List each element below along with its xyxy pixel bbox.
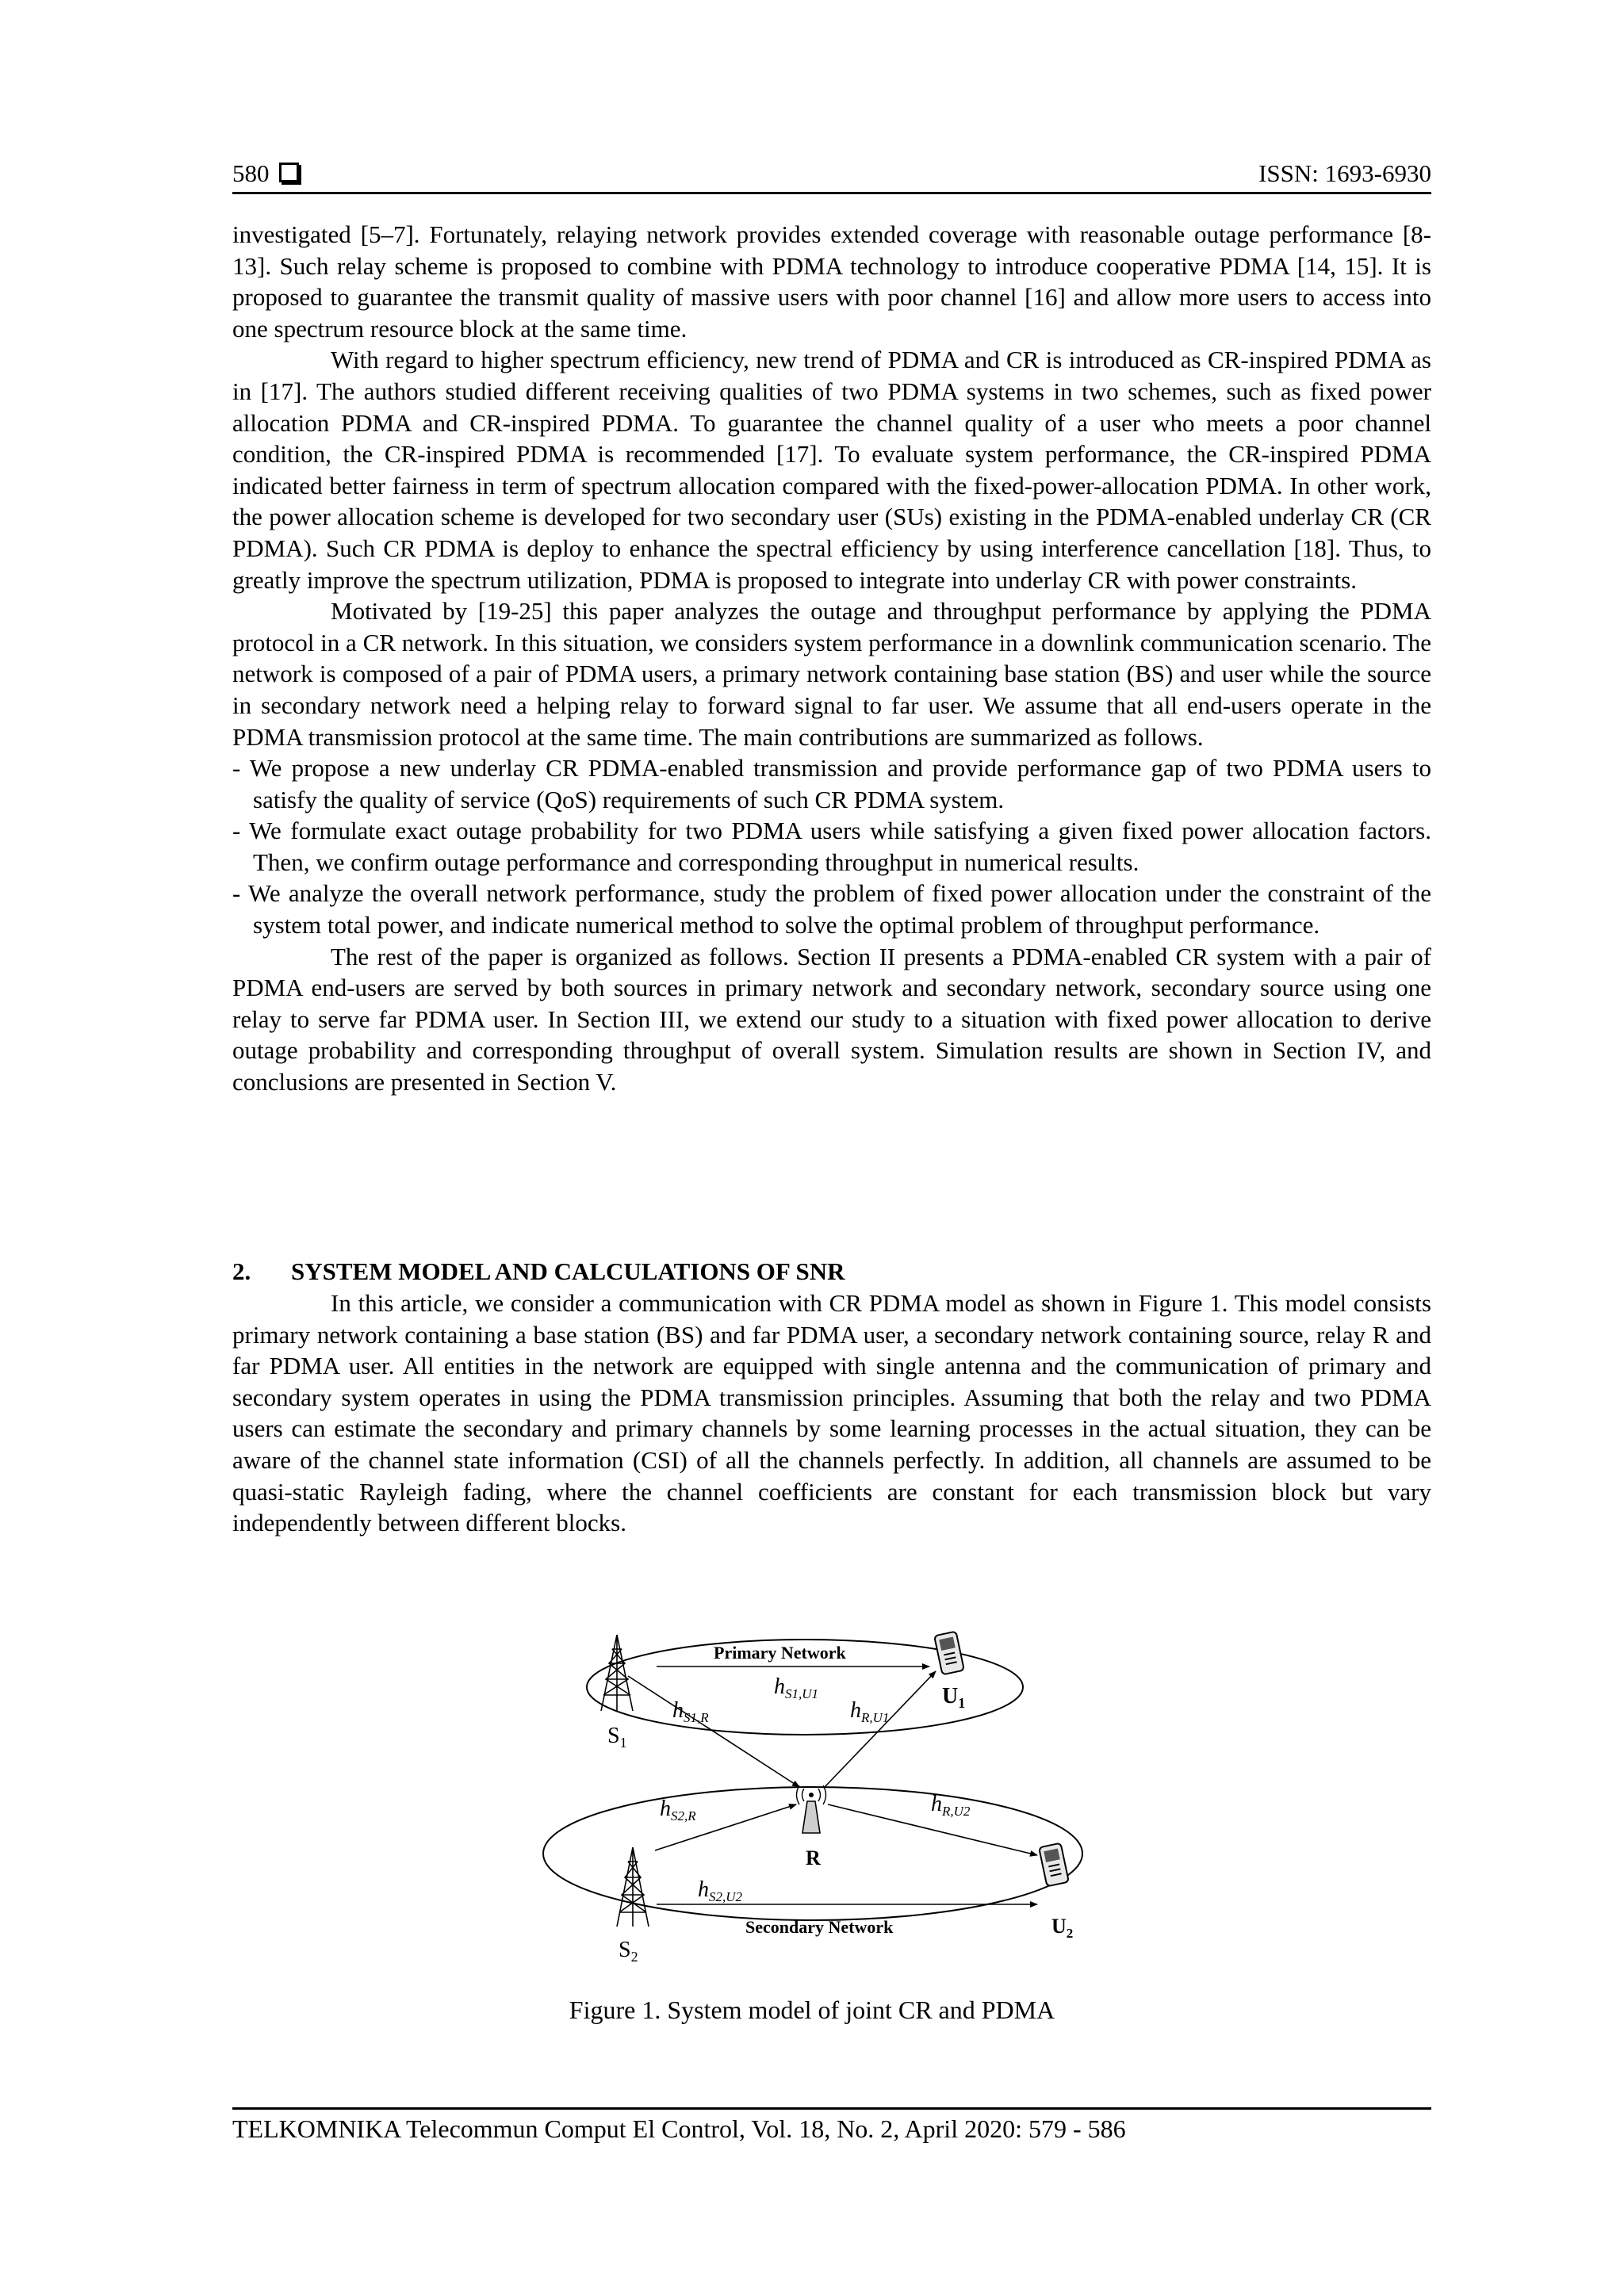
channel-label-r-u1: $h_{R,U1}$ (850, 1698, 890, 1725)
paragraph: In this article, we consider a communication with CR PDMA model as shown in Figure 1. This model consists primary network containing a base station (BS) and far PDMA user, a secondary network containing source, relay R and far PDMA user. All entities in the network are equipped with single antenna and the communication of primary and secondary system operates in using the PDMA transmission principles. Assuming that both the relay and two PDMA users can estimate the secondary and primary channels by some learning processes in the actual situation, they can be aware of the channel state information (CSI) of all the channels perfectly. In addition, all channels are assumed to be quasi-static Rayleigh fading, where the channel coefficients are constant for each transmission block but vary independently between different blocks. (232, 1289, 1431, 1537)
paragraph: With regard to higher spectrum efficiency, new trend of PDMA and CR is introduced as CR-inspired PDMA as in [17]. The authors studied different receiving qualities of two PDMA systems in two schemes, such as fixed power allocation PDMA and CR-inspired PDMA. To guarantee the channel quality of a user who meets a poor channel condition, the CR-inspired PDMA is recommended [17]. To evaluate system performance, the CR-inspired PDMA indicated better fairness in term of spectrum allocation compared with the fixed-power-allocation PDMA. In other work, the power allocation scheme is developed for two secondary user (SUs) existing in the PDMA-enabled underlay CR (CR PDMA). Such CR PDMA is deploy to enhance the spectral efficiency by using interference cancellation [18]. Thus, to greatly improve the spectrum utilization, PDMA is proposed to integrate into underlay CR with power constraints. (232, 346, 1431, 594)
secondary-network-label: Secondary Network (745, 1917, 894, 1937)
tower-icon (601, 1635, 633, 1711)
relay-icon (797, 1785, 826, 1833)
journal-citation: TELKOMNIKA Telecommun Comput El Control, Vol. 18, No. 2, April 2020: 579 - 586 (232, 2114, 1126, 2143)
header-rule (232, 192, 1431, 194)
system-model-figure (539, 1617, 1086, 1966)
primary-network-label: Primary Network (714, 1643, 846, 1663)
channel-label-s2-r: $h_{S2,R}$ (660, 1797, 696, 1823)
figure-caption: Figure 1. System model of joint CR and PDMA (569, 1996, 1055, 2024)
issn: ISSN: 1693-6930 (1258, 159, 1431, 187)
phone-icon (934, 1632, 964, 1675)
footer-rule (232, 2107, 1431, 2110)
node-label-relay: R (806, 1846, 821, 1869)
paragraph: The rest of the paper is organized as follows. Section II presents a PDMA-enabled CR system with a pair of PDMA end-users are served by both sources in primary network and secondary network, secondary source using one relay to serve far PDMA user. In Section III, we extend our study to a situation with fixed power allocation to derive outage probability and corresponding throughput of overall system. Simulation results are shown in Section IV, and conclusions are presented in Section V. (232, 942, 1431, 1096)
intro-text (232, 219, 1431, 1098)
section-heading (232, 1256, 845, 1288)
box-icon (279, 163, 299, 182)
link-r-u1 (825, 1671, 936, 1787)
channel-label-s2-u2: $h_{S2,U2}$ (698, 1877, 743, 1904)
node-label-u1: $U_1$ (942, 1684, 966, 1711)
page-header (232, 155, 1431, 192)
node-label-s2: $S_2$ (619, 1938, 638, 1965)
page-number (232, 155, 299, 192)
paragraph: Motivated by [19-25] this paper analyzes the outage and throughput performance by applying the PDMA protocol in a CR network. In this situation, we considers system performance in a downlink communication scenario. The network is composed of a pair of PDMA users, a primary network containing base station (BS) and user while the source in secondary network need a helping relay to forward signal to far user. We assume that all end-users operate in the PDMA transmission protocol at the same time. The main contributions are summarized as follows. (232, 597, 1431, 751)
channel-label-s1-r: $h_{S1,R}$ (672, 1698, 709, 1725)
section-number: 2. (232, 1257, 251, 1285)
channel-label-s1-u1: $h_{S1,U1}$ (774, 1674, 819, 1701)
paragraph: investigated [5–7]. Fortunately, relaying network provides extended coverage with reasonable outage performance [8-13]. Such relay scheme is proposed to combine with PDMA technology to introduce cooperative PDMA [14, 15]. It is proposed to guarantee the transmit quality of massive users with poor channel [16] and allow more users to access into one spectrum resource block at the same time. (232, 220, 1431, 342)
node-label-u2: $U_2$ (1051, 1915, 1074, 1941)
contribution-item: - We formulate exact outage probability for two PDMA users while satisfying a given fixed power allocation factors. Then, we confirm outage performance and corresponding throughput in numerical results. (232, 817, 1431, 876)
phone-icon (1039, 1843, 1069, 1887)
contribution-item: - We analyze the overall network performance, study the problem of fixed power allocation under the constraint of the system total power, and indicate numerical method to solve the optimal problem of throughput performance. (232, 879, 1431, 939)
system-model-diagram (539, 1617, 1086, 1966)
section-text (232, 1288, 1431, 1539)
tower-icon (617, 1847, 649, 1927)
page-number-text: 580 (232, 159, 270, 187)
channel-label-r-u2: $h_{R,U2}$ (931, 1792, 971, 1819)
section-title: SYSTEM MODEL AND CALCULATIONS OF SNR (291, 1257, 845, 1285)
contribution-item: - We propose a new underlay CR PDMA-enabled transmission and provide performance gap of two PDMA users to satisfy the quality of service (QoS) requirements of such CR PDMA system. (232, 754, 1431, 813)
node-label-s1: $S_1$ (607, 1724, 627, 1751)
